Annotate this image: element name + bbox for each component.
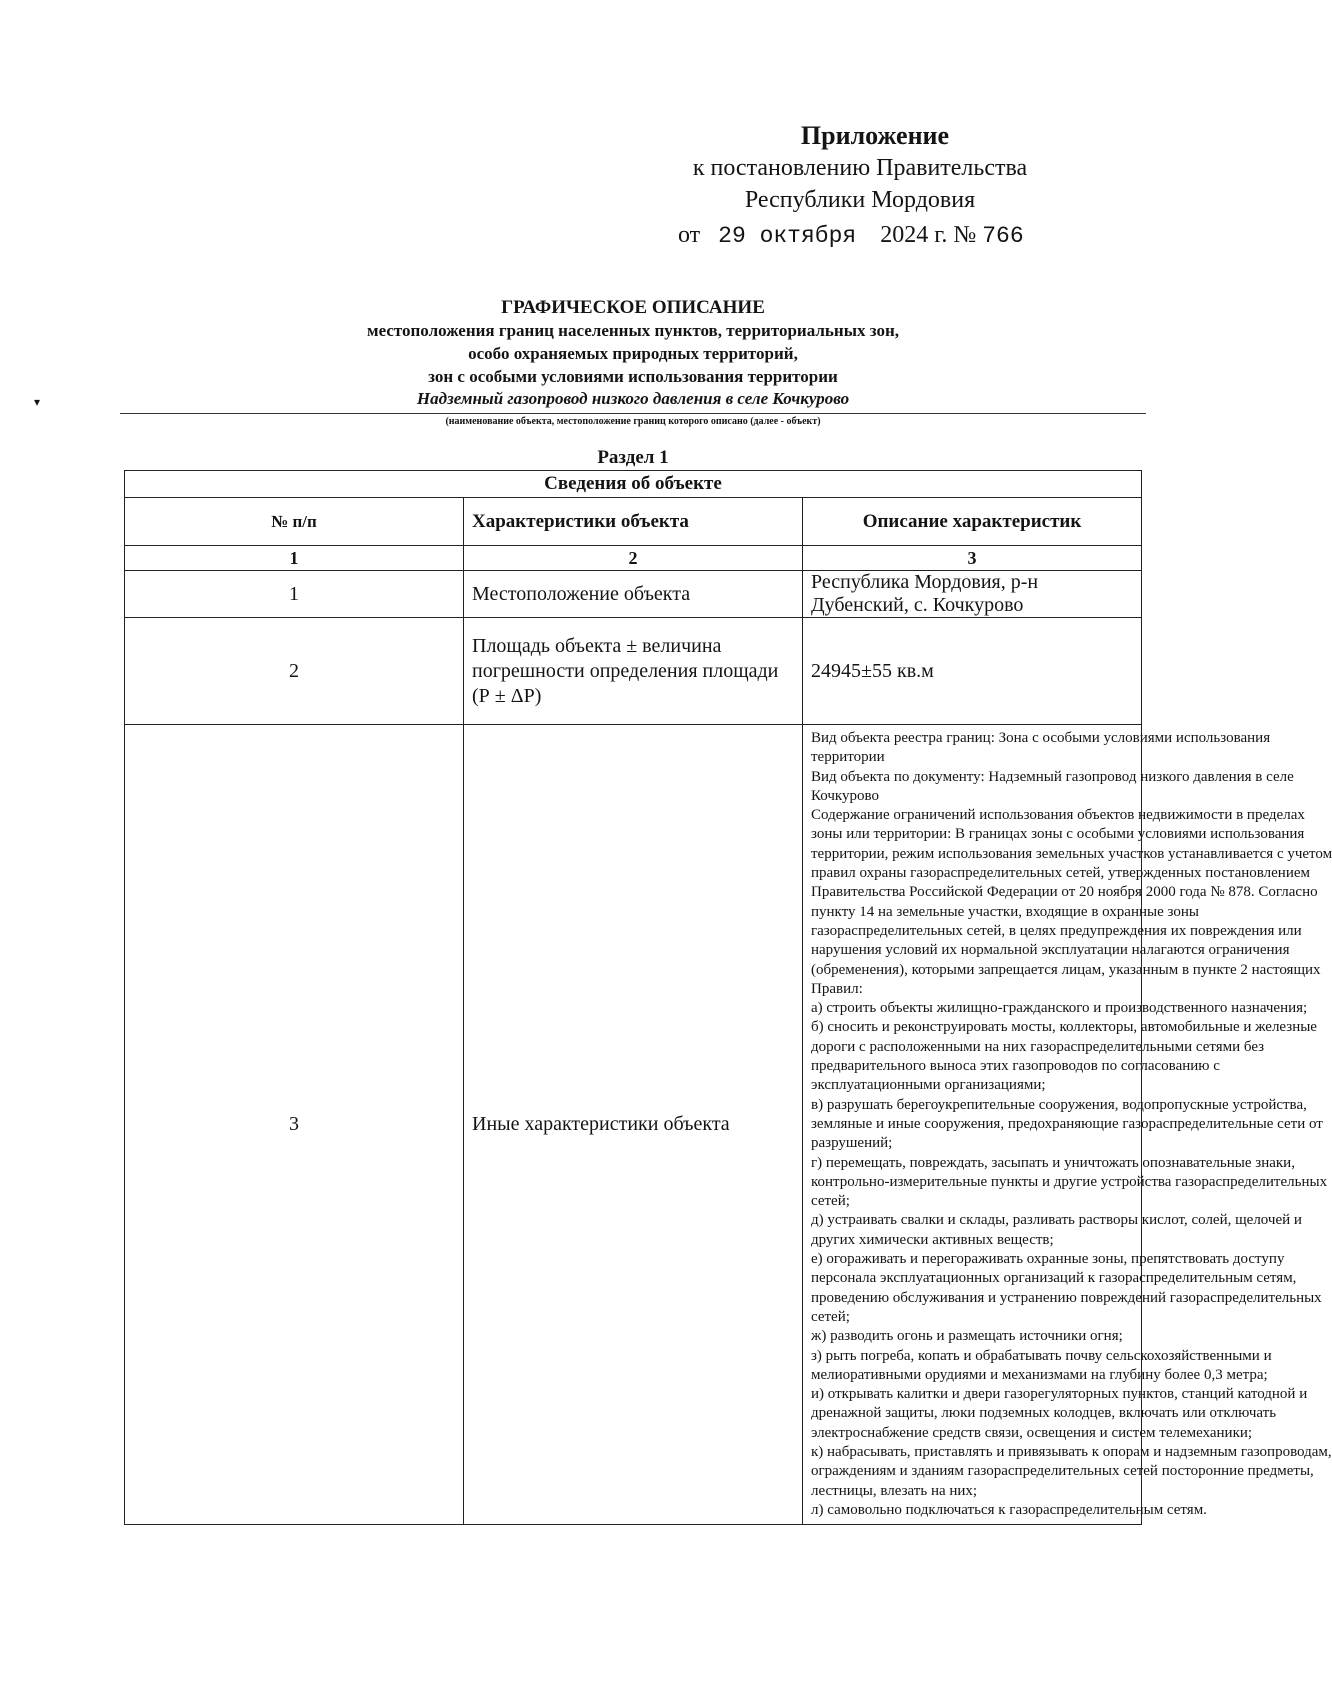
header-description: Описание характеристик xyxy=(803,498,1142,546)
object-info-table xyxy=(124,470,1332,1525)
text-line: Кочкурово xyxy=(811,787,879,804)
text-line: сетей; xyxy=(811,1308,850,1325)
text-line: сетей; xyxy=(811,1193,850,1210)
heading-line-2: особо охраняемых природных территорий, xyxy=(468,344,798,363)
text-line: Вид объекта по документу: Надземный газопровод низкого давления в селе xyxy=(811,768,1294,785)
column-number-3: 3 xyxy=(803,546,1142,571)
scan-mark: ▾ xyxy=(34,395,41,409)
text-line: мелиоративными орудиями и механизмами на глубину более 0,3 метра; xyxy=(811,1366,1268,1383)
text-line: проведению обслуживания и устранению повреждений газораспределительных xyxy=(811,1289,1322,1306)
row-characteristic: Иные характеристики объекта xyxy=(464,725,803,1525)
text-line: других химически активных веществ; xyxy=(811,1231,1054,1248)
date-prefix: от xyxy=(678,222,701,248)
text-line: Правительства Российской Федерации от 20 ноября 2000 года № 878. Согласно xyxy=(811,884,1318,901)
annex-title: Приложение xyxy=(800,121,950,150)
heading-line-3: зон с особыми условиями использования территории xyxy=(428,367,838,386)
text-line: е) огораживать и перегораживать охранные зоны, препятствовать доступу xyxy=(811,1251,1285,1268)
header-characteristic: Характеристики объекта xyxy=(464,498,803,546)
text-line: газораспределительных сетей, в целях предупреждения их повреждения или xyxy=(811,922,1302,939)
column-number-2: 2 xyxy=(464,546,803,571)
table-row xyxy=(125,725,1142,1525)
text-line: нарушения условий их нормальной эксплуатации налагаются ограничения xyxy=(811,942,1290,959)
text-line: б) сносить и реконструировать мосты, коллекторы, автомобильные и железные xyxy=(811,1019,1317,1036)
text-line: ограждениям и зданиям газораспределительных сетей посторонние предметы, xyxy=(811,1463,1314,1480)
text-line: территории, режим использования земельных участков устанавливается с учетом xyxy=(811,845,1332,862)
table-row xyxy=(125,618,1142,725)
text-line: г) перемещать, повреждать, засыпать и уничтожать опознавательные знаки, xyxy=(811,1154,1295,1171)
text-line: Правил: xyxy=(811,980,863,997)
text-line: и) открывать калитки и двери газорегуляторных пунктов, станций катодной и xyxy=(811,1386,1308,1403)
document-heading xyxy=(120,296,1146,410)
annex-date xyxy=(678,222,1024,249)
text-line: персонала эксплуатационных организаций к газораспределительным сетям, xyxy=(811,1270,1297,1287)
text-line: предварительного выноса этих газопроводов по согласованию с xyxy=(811,1058,1220,1075)
text-line: з) рыть погреба, копать и обрабатывать почву сельскохозяйственными и xyxy=(811,1347,1272,1364)
date-year: 2024 г. № xyxy=(880,222,977,248)
text-line: лестницы, влезать на них; xyxy=(811,1482,978,1499)
table-header-row xyxy=(125,498,1142,546)
heading-underline xyxy=(120,413,1146,414)
text-line: дренажной защиты, люки подземных колодцев, включать или отключать xyxy=(811,1405,1277,1422)
text-line: в) разрушать берегоукрепительные сооружения, водопропускные устройства, xyxy=(811,1096,1307,1113)
text-line: Вид объекта реестра границ: Зона с особыми условиями использования xyxy=(811,730,1271,746)
table-title: Сведения об объекте xyxy=(125,471,1142,498)
text-line: разрушений; xyxy=(811,1135,893,1152)
row-description: Республика Мордовия, р-н Дубенский, с. Кочкурово xyxy=(803,571,1142,618)
row-number: 2 xyxy=(125,618,464,725)
text-line: дороги с расположенными на них газораспределительными сетями без xyxy=(811,1038,1265,1055)
text-line: территории xyxy=(811,749,885,766)
heading-title: ГРАФИЧЕСКОЕ ОПИСАНИЕ xyxy=(501,297,765,318)
text-line: электроснабжение средств связи, освещения и систем телемеханики; xyxy=(811,1424,1253,1441)
row-description: 24945±55 кв.м xyxy=(803,618,1142,725)
date-day-month: 29 октября xyxy=(718,223,857,249)
decree-number: 766 xyxy=(982,223,1024,249)
text-line: контрольно-измерительные пункты и другие устройства газораспределительных xyxy=(811,1173,1328,1190)
column-number-row xyxy=(125,546,1142,571)
text-line: земляные и иные сооружения, предохраняющие газораспределительные сети от xyxy=(811,1115,1323,1132)
annex-header xyxy=(660,120,1060,216)
text-line: Содержание ограничений использования объектов недвижимости в пределах xyxy=(811,807,1305,824)
text-line: а) строить объекты жилищно-гражданского и производственного назначения; xyxy=(811,1000,1308,1017)
annex-line-1: к постановлению Правительства xyxy=(692,155,1028,181)
table-title-row xyxy=(125,471,1142,498)
row-number: 3 xyxy=(125,725,464,1525)
object-caption: (наименование объекта, местоположение границ которого описано (далее - объект) xyxy=(445,416,821,427)
table-row xyxy=(125,571,1142,618)
text-line: зоны или территории: В границах зоны с особыми условиями использования xyxy=(811,826,1305,843)
text-line: д) устраивать свалки и склады, разливать растворы кислот, солей, щелочей и xyxy=(811,1212,1302,1229)
heading-line-1: местоположения границ населенных пунктов, территориальных зон, xyxy=(367,321,899,340)
row-number: 1 xyxy=(125,571,464,618)
object-name: Надземный газопровод низкого давления в селе Кочкурово xyxy=(416,389,850,408)
row-description xyxy=(803,725,1332,1525)
text-line: л) самовольно подключаться к газораспределительным сетям. xyxy=(811,1501,1207,1518)
text-line: эксплуатационными организациями; xyxy=(811,1077,1046,1094)
row-characteristic: Местоположение объекта xyxy=(464,571,803,618)
column-number-1: 1 xyxy=(125,546,464,571)
text-line: (обременения), которыми запрещается лицам, указанным в пункте 2 настоящих xyxy=(811,961,1321,978)
row-characteristic: Площадь объекта ± величина погрешности определения площади (Р ± ΔР) xyxy=(464,618,803,725)
text-line: ж) разводить огонь и размещать источники огня; xyxy=(811,1328,1123,1345)
section-title: Раздел 1 xyxy=(597,447,669,468)
text-line: к) набрасывать, приставлять и привязывать к опорам и надземным газопроводам, xyxy=(811,1443,1332,1460)
text-line: пункту 14 на земельные участки, входящие в охранные зоны xyxy=(811,903,1199,920)
text-line: правил охраны газораспределительных сетей, утвержденных постановлением xyxy=(811,865,1311,882)
annex-line-2: Республики Мордовия xyxy=(744,187,976,213)
header-number: № п/п xyxy=(125,498,464,546)
